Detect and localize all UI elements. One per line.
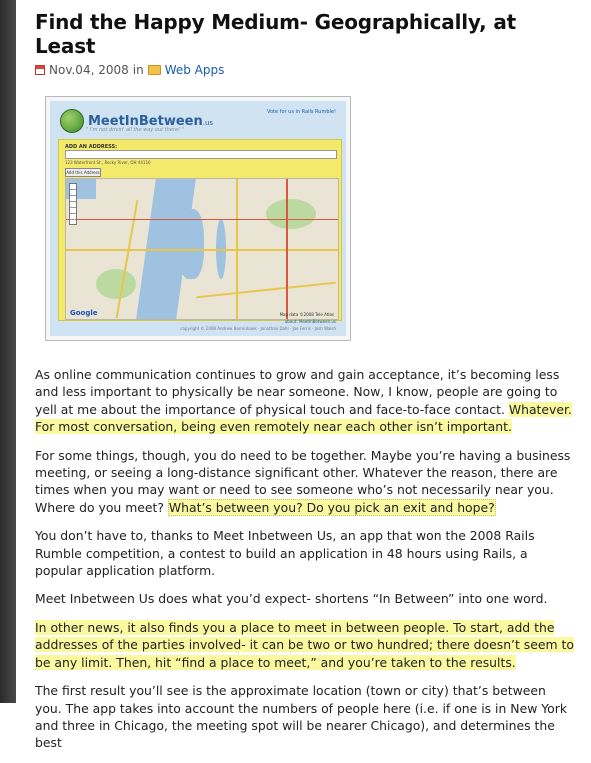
- logo-tagline: " i'm not drivin' all the way out there! ": [86, 127, 184, 133]
- screenshot-footer-links: about: MeetInBetween.us: [284, 319, 336, 324]
- map-road: [196, 282, 335, 299]
- globe-icon: [60, 109, 84, 133]
- app-screenshot-image: [45, 96, 351, 341]
- post-content: [35, 0, 575, 763]
- screenshot-footer-credits: copyright © 2008 Andrew Barrenboek · Jonathan Dahl · Joe Ferris · Josh Walsh: [180, 326, 336, 331]
- address-form-panel: [58, 139, 342, 321]
- logo-main-text: MeetInBetween: [88, 113, 203, 129]
- highlight-1: Whatever. For most conversation, being even remotely near each other isn’t important.: [35, 401, 572, 435]
- paragraph-3: You don’t have to, thanks to Meet Inbetween Us, an app that won the 2008 Rails Rumble competition, a contest to build an application in 48 hours using Rails, a popular application platform.: [35, 528, 535, 579]
- map-park: [96, 269, 136, 299]
- address-input: [65, 150, 337, 159]
- address-hint: 123 Waterfront St., Rocky River, OH 44116: [65, 160, 151, 165]
- left-sidebar-strip: [0, 0, 16, 703]
- map-park: [266, 199, 316, 229]
- highlight-2: What’s between you? Do you pick an exit and hope?: [168, 499, 495, 515]
- highlight-3: In other news, it also finds you a place to meet in between people. To start, add the addresses of the parties involved- it can be two or two hundred; there doesn’t seem to be any limit. Then, hit “find a place to meet,” and you’re taken to the results.: [35, 619, 574, 670]
- map-highway: [286, 179, 288, 319]
- map-road: [116, 200, 139, 319]
- embedded-map: [65, 178, 339, 320]
- address-form-label: ADD AN ADDRESS:: [65, 144, 118, 150]
- calendar-icon: [35, 65, 45, 75]
- map-copyright: Map data ©2008 Tele Atlas: [279, 312, 334, 317]
- paragraph-5: [35, 619, 575, 671]
- post-date: Nov.04, 2008: [49, 63, 129, 77]
- folder-icon: [148, 65, 161, 75]
- paragraph-6: The first result you’ll see is the approximate location (town or city) that’s between you. The app takes into account the numbers of people here (i.e. if one is in New York and three in Chicago, the meeting spot will be nearer Chicago), and determines the best: [35, 683, 568, 751]
- add-address-button: Add this Address: [66, 170, 100, 175]
- map-highway: [66, 219, 338, 220]
- rails-rumble-vote-link: Vote for us in Rails Rumble!: [266, 109, 336, 115]
- map-zoom-control: [69, 183, 77, 225]
- app-screenshot-frame: [50, 101, 346, 336]
- paragraph-4: Meet Inbetween Us does what you’d expect- shortens “In Between” into one word.: [35, 591, 548, 607]
- map-road: [66, 249, 338, 251]
- category-link[interactable]: Web Apps: [164, 63, 225, 77]
- logo-suffix: .us: [202, 118, 214, 127]
- post-in-word: in: [132, 63, 144, 77]
- paragraph-2: For some things, though, you do need to be together. Maybe you’re having a business meeting, or seeing a long-distance significant other. Whatever the reason, there are times when you may want or need to see someone who’s not necessarily near you. Where do you meet? What’s between you? Do you pick an exit and hope?: [35, 447, 571, 515]
- post-title[interactable]: Find the Happy Medium- Geographically, at Least: [35, 10, 516, 58]
- google-map-logo: Google: [70, 309, 98, 317]
- article-body: [35, 366, 575, 752]
- post-meta: [35, 62, 575, 78]
- paragraph-1: As online communication continues to grow and gain acceptance, it’s becoming less and less important to physically be near someone. Now, I know, people are going to yell at me about the importance of physical touch and face-to-face contact. Whatever. For most conversation, being even remotely near each other isn’t important.: [35, 367, 572, 435]
